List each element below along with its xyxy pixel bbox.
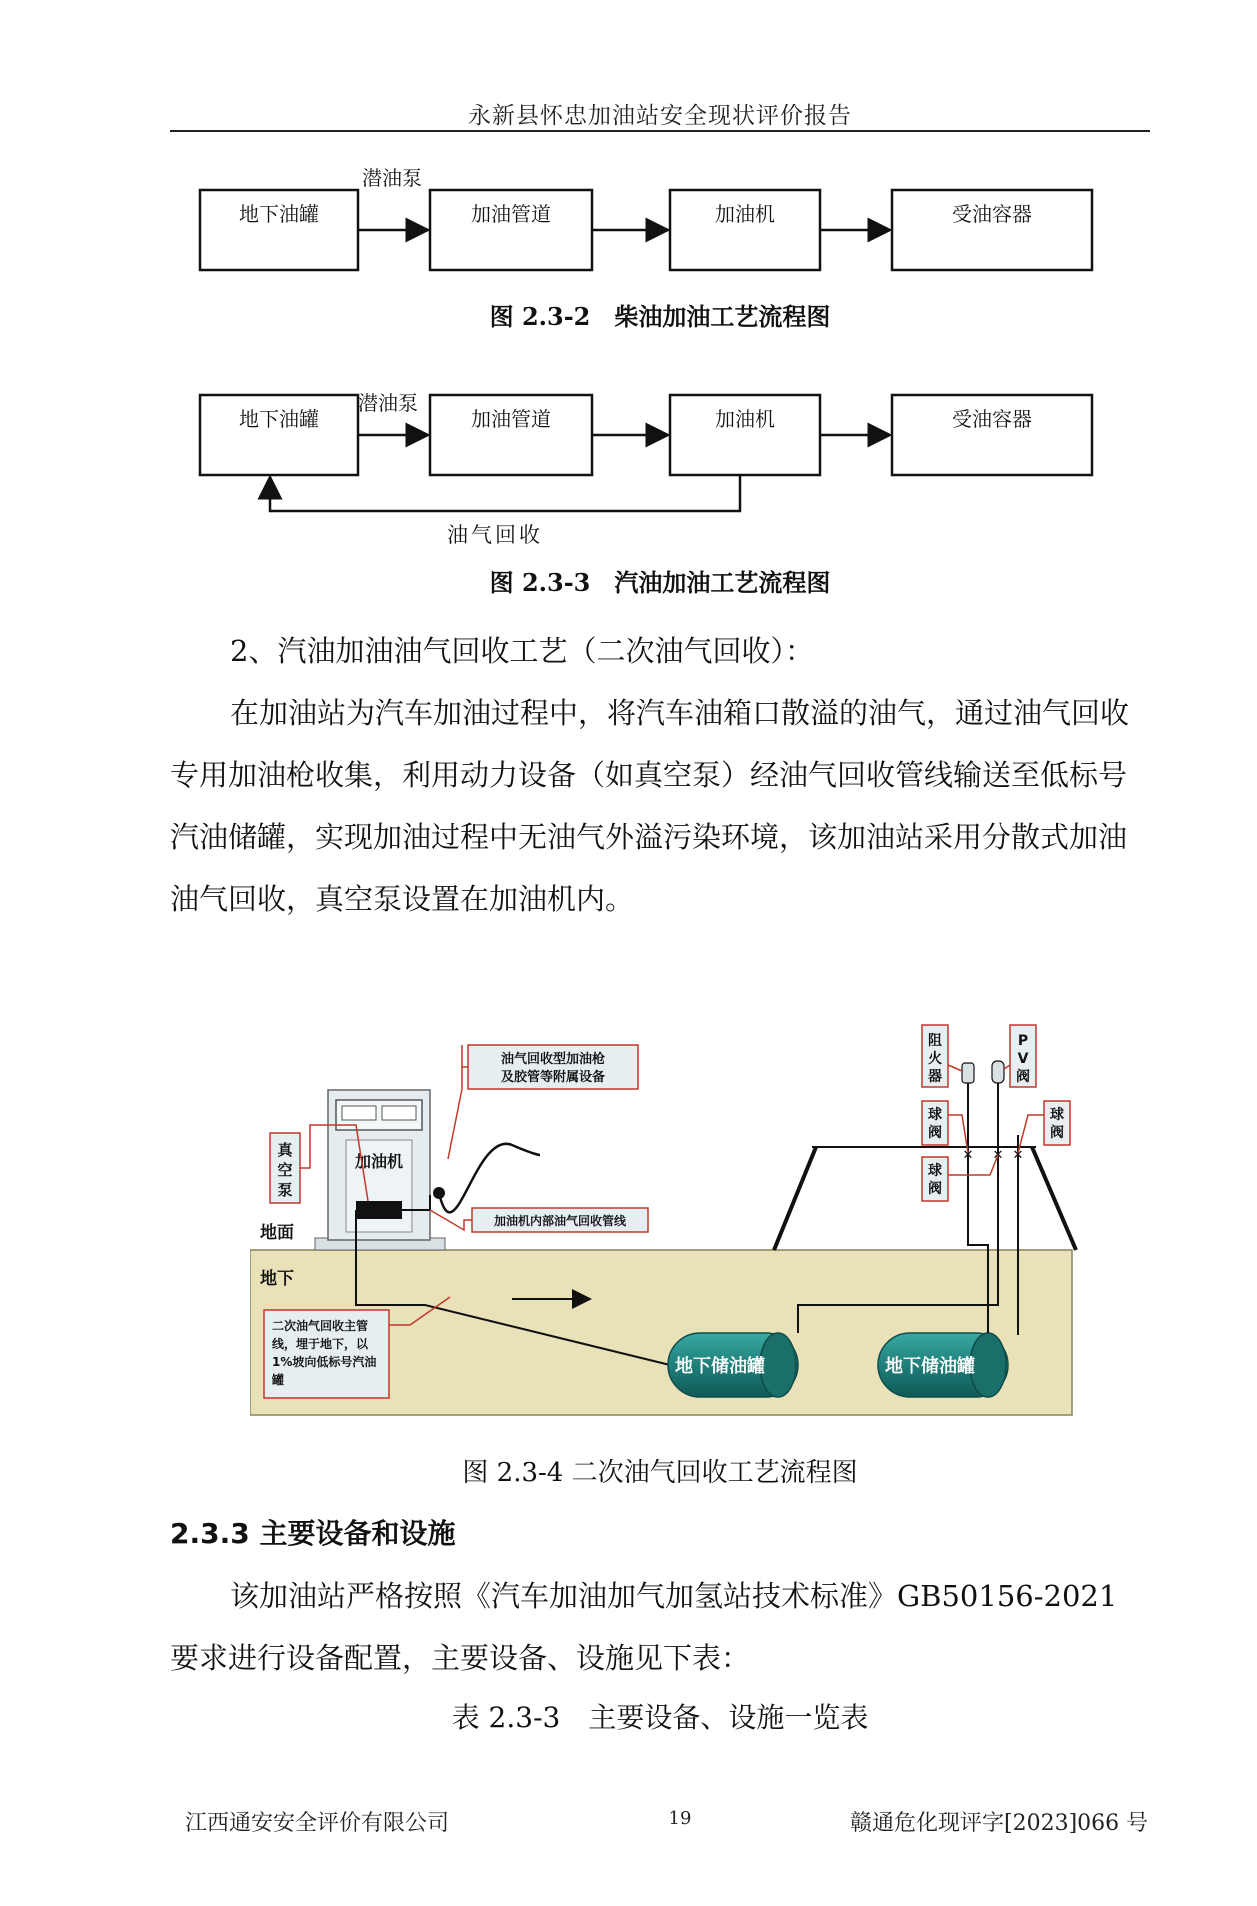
ball-valve-right-char-1: 球 <box>1050 1107 1064 1123</box>
flame-arrester-char-2: 火 <box>928 1051 942 1067</box>
nozzle-callout-line1: 油气回收型加油枪 <box>500 1052 606 1067</box>
table-caption: 表 2.3-3 主要设备、设施一览表 <box>451 1701 869 1734</box>
ball-valve-symbol-2: ✕ <box>992 1148 1004 1163</box>
flow-box-pipe-label: 加油管道 <box>471 407 551 431</box>
vapor-return-label: 油气回收 <box>447 523 543 547</box>
main-pipe-callout-line2: 线，埋于地下，以 <box>272 1337 369 1351</box>
dispenser-label: 加油机 <box>354 1152 404 1171</box>
flow-box-receiver-label: 受油容器 <box>952 407 1032 431</box>
ball-valve-symbol-3: ✕ <box>1012 1148 1024 1163</box>
tank-1-label: 地下储油罐 <box>675 1356 765 1377</box>
vacuum-pump-char-3: 泵 <box>277 1181 293 1199</box>
ball-valve-left-upper-char-2: 阀 <box>928 1125 942 1141</box>
underground-label: 地下 <box>260 1269 294 1289</box>
diesel-flow-diagram <box>170 165 1130 285</box>
nozzle-callout-line2: 及胶管等附属设备 <box>500 1070 606 1085</box>
section2-heading: 2、汽油加油油气回收工艺（二次油气回收）： <box>230 634 814 668</box>
internal-line-callout-label: 加油机内部油气回收管线 <box>493 1214 627 1228</box>
dispenser-display-left <box>342 1106 376 1120</box>
section-233-body: 该加油站严格按照《汽车加油加气加氢站技术标准》GB50156-2021 要求进行设备配置，主要设备、设施见下表： <box>170 1579 1118 1675</box>
ball-valve-left-lower-char-2: 阀 <box>928 1181 942 1197</box>
ball-valve-left-lower-char-1: 球 <box>928 1163 942 1179</box>
ball-valve-symbol-1: ✕ <box>962 1148 974 1163</box>
pump-label: 潜油泵 <box>362 166 422 190</box>
flame-arrester-char-1: 阻 <box>928 1033 942 1049</box>
underground-tank-1 <box>668 1333 798 1397</box>
flow-box-pipe-label: 加油管道 <box>471 202 551 226</box>
flow-box-dispenser-label: 加油机 <box>715 407 775 431</box>
vacuum-pump-block <box>356 1201 402 1219</box>
flow-box-tank-label: 地下油罐 <box>239 202 319 226</box>
flow-box-receiver-label: 受油容器 <box>952 202 1032 226</box>
vapor-recovery-diagram <box>250 1005 1080 1425</box>
diesel-flow-caption: 图 2.3-2 柴油加油工艺流程图 <box>489 302 831 331</box>
flow-box-dispenser-label: 加油机 <box>715 202 775 226</box>
ball-valve-right-char-2: 阀 <box>1050 1125 1064 1141</box>
flow-box-tank-label: 地下油罐 <box>239 407 319 431</box>
section2-body: 在加油站为汽车加油过程中，将汽车油箱口散溢的油气，通过油气回收专用加油枪收集，利用动力设备（如真空泵）经油气回收管线输送至低标号汽油储罐，实现加油过程中无油气外溢污染环境，该加油站采用分散式加油油气回收，真空泵设置在加油机内。 <box>170 696 1130 916</box>
vapor-diagram-caption: 图 2.3-4 二次油气回收工艺流程图 <box>462 1458 858 1488</box>
footer-doc-number: 赣通危化现评字[2023]066 号 <box>850 1811 1149 1836</box>
hose <box>439 1144 540 1213</box>
vent-stand-leg-right <box>1032 1147 1076 1250</box>
vacuum-pump-char-2: 空 <box>277 1161 293 1179</box>
footer-company: 江西通安安全评价有限公司 <box>185 1811 450 1836</box>
section-233-heading: 2.3.3 主要设备和设施 <box>170 1517 456 1550</box>
dispenser-display-right <box>382 1106 416 1120</box>
tank-2-label: 地下储油罐 <box>885 1356 975 1377</box>
pv-valve-char-2: V <box>1017 1051 1029 1067</box>
vapor-return-line <box>270 475 740 511</box>
flame-arrester-device <box>962 1063 974 1083</box>
pv-valve-char-3: 阀 <box>1016 1069 1030 1085</box>
main-pipe-callout-line3: 1%坡向低标号汽油 <box>272 1355 377 1369</box>
vent-stand-leg-left <box>774 1147 816 1250</box>
header-rule <box>170 130 1150 132</box>
main-pipe-callout-line1: 二次油气回收主管 <box>272 1319 369 1333</box>
gasoline-flow-caption: 图 2.3-3 汽油加油工艺流程图 <box>489 568 831 597</box>
main-pipe-callout-line4: 罐 <box>272 1373 285 1387</box>
ball-valve-left-upper-char-1: 球 <box>928 1107 942 1123</box>
pv-valve-device <box>992 1061 1004 1083</box>
pv-valve-callout-leader <box>1004 1065 1010 1069</box>
flame-arrester-callout-leader <box>948 1065 962 1071</box>
vacuum-pump-char-1: 真 <box>277 1141 293 1159</box>
ground-label: 地面 <box>260 1223 294 1243</box>
pump-label: 潜油泵 <box>358 391 418 415</box>
header-title: 永新县怀忠加油站安全现状评价报告 <box>468 103 852 129</box>
underground-tank-2 <box>878 1333 1008 1397</box>
flame-arrester-char-3: 器 <box>928 1069 942 1085</box>
gasoline-flow-diagram <box>170 380 1130 555</box>
nozzle-callout-pointer <box>448 1089 462 1159</box>
pv-valve-char-1: P <box>1017 1033 1029 1049</box>
footer-page-number: 19 <box>668 1808 692 1829</box>
